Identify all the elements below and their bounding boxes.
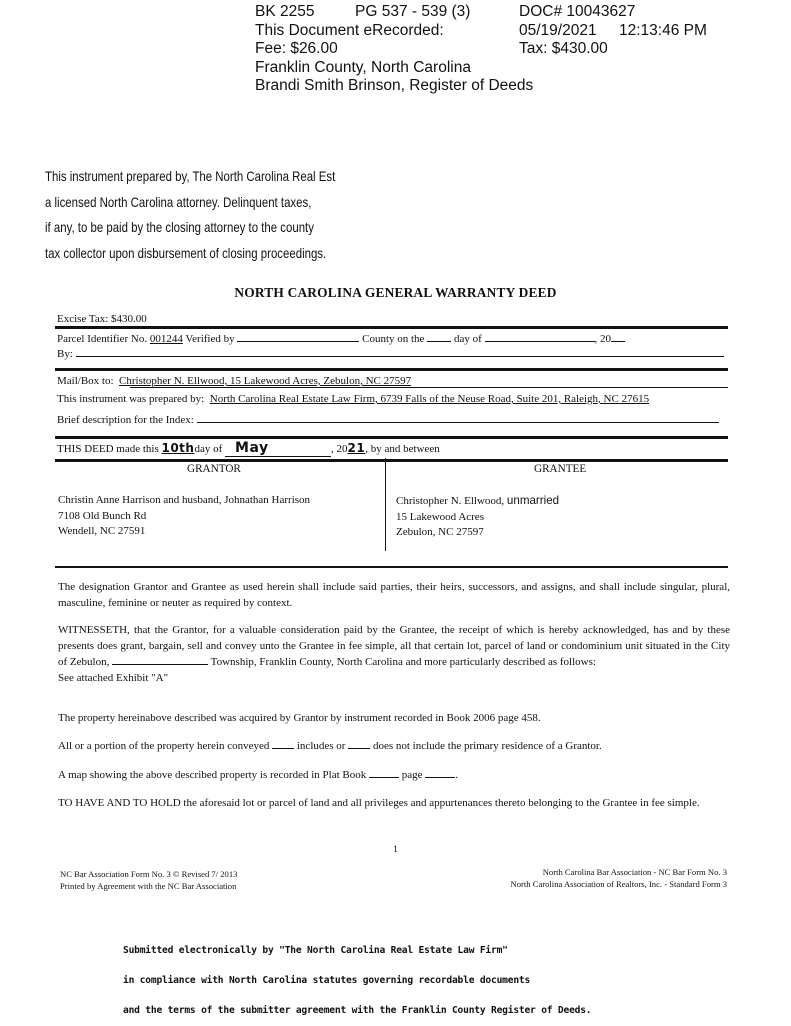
recorded-time: 12:13:46 PM	[619, 21, 707, 39]
grantee-city: Zebulon, NC 27597	[396, 526, 484, 538]
grantor-name: Christin Anne Harrison and husband, Johnathan Harrison	[58, 494, 311, 506]
erecorded-label: This Document eRecorded:	[255, 21, 444, 39]
parcel-line	[57, 331, 625, 345]
deed-day-of: day of	[194, 443, 223, 455]
parcel-label: Parcel Identifier No.	[57, 333, 148, 345]
brief-description-blank[interactable]	[197, 412, 719, 423]
register-of-deeds: Brandi Smith Brinson, Register of Deeds	[255, 77, 534, 94]
map-text-3: .	[455, 769, 459, 781]
footer-right	[511, 866, 727, 890]
plat-page-blank[interactable]	[425, 767, 455, 778]
mail-to-line	[57, 375, 411, 387]
submission-note	[123, 926, 591, 1026]
habendum-paragraph	[58, 795, 730, 811]
divider	[55, 368, 728, 371]
map-text-2: page	[401, 769, 423, 781]
preparer-note-line: This instrument prepared by, The North Carolina Real Est	[45, 169, 336, 184]
verified-by-blank[interactable]	[237, 331, 359, 342]
plat-book-blank[interactable]	[369, 767, 399, 778]
residence-paragraph	[58, 738, 730, 754]
year-prefix: , 20	[594, 333, 611, 345]
township-blank[interactable]	[112, 654, 208, 665]
footer-form-revision: NC Bar Association Form No. 3 © Revised 7/ 2013	[60, 869, 238, 879]
preparer-note-line: a licensed North Carolina attorney. Delinquent taxes,	[45, 194, 312, 210]
preparer-note-line: tax collector upon disbursement of closing proceedings.	[45, 245, 327, 261]
prepared-by-line	[57, 393, 649, 405]
submission-line: and the terms of the submitter agreement with the Franklin County Register of Deeds.	[123, 1005, 592, 1016]
grantee-address: 15 Lakewood Acres	[396, 510, 484, 523]
submission-line: in compliance with North Carolina statutes governing recordable documents	[123, 975, 531, 986]
book-number: BK 2255	[255, 3, 315, 20]
map-text-1: A map showing the above described property is recorded in Plat Book	[58, 769, 367, 781]
parcel-number: 001244	[149, 333, 183, 345]
mail-to-label: Mail/Box to:	[57, 375, 114, 387]
verified-by-label: Verified by	[185, 333, 235, 345]
habendum-text: TO HAVE AND TO HOLD the aforesaid lot or parcel of land and all privileges and appurtenances thereto belonging to the Grantee in fee simple.	[58, 797, 700, 809]
day-blank[interactable]	[427, 331, 451, 342]
preparer-note-line: if any, to be paid by the closing attorney to the county	[45, 220, 314, 235]
deed-month-field	[225, 440, 331, 457]
recorded-date: 05/19/2021	[519, 21, 597, 39]
deed-month: May	[235, 440, 269, 456]
submission-line: Submitted electronically by "The North Carolina Real Estate Law Firm"	[123, 945, 508, 956]
brief-description-line	[57, 412, 719, 426]
document-title: NORTH CAROLINA GENERAL WARRANTY DEED	[234, 285, 557, 300]
recording-tax: Tax: $430.00	[519, 40, 608, 57]
county-on-the-label: County on the	[362, 333, 425, 345]
footer-printed-by: Printed by Agreement with the NC Bar Association	[60, 881, 237, 891]
by-line	[57, 346, 724, 360]
residence-text-3: does not include the primary residence of a Grantor.	[372, 740, 602, 752]
grantor-address: 7108 Old Bunch Rd	[58, 509, 147, 522]
party-divider	[385, 458, 386, 551]
footer-realtors-form: North Carolina Association of Realtors, Inc. - Standard Form 3	[510, 879, 727, 889]
recording-stamp	[255, 3, 707, 96]
doc-number: DOC# 10043627	[519, 3, 636, 20]
grantee-heading: GRANTEE	[534, 463, 587, 475]
page-range: PG 537 - 539 (3)	[355, 3, 471, 20]
designation-text: The designation Grantor and Grantee as used herein shall include said parties, their heirs, successors, and assigns, and shall include singular, plural, masculine, feminine or neuter as required by context.	[58, 581, 730, 609]
day-of-label: day of	[453, 333, 482, 345]
grantee-block	[396, 493, 559, 541]
grantor-block	[58, 493, 310, 540]
acquired-text: The property hereinabove described was acquired by Grantor by instrument recorded in Book 2006 page 458.	[58, 712, 541, 724]
divider	[55, 326, 728, 329]
year-blank[interactable]	[611, 331, 625, 342]
residence-text-1: All or a portion of the property herein conveyed	[58, 740, 270, 752]
mail-to-underline	[130, 387, 728, 388]
divider	[55, 566, 728, 568]
acquired-paragraph	[58, 710, 730, 726]
recording-fee: Fee: $26.00	[255, 40, 338, 57]
footer-left	[60, 868, 237, 892]
does-not-include-blank[interactable]	[348, 738, 370, 749]
designation-paragraph	[58, 579, 730, 611]
prepared-by-value: North Carolina Real Estate Law Firm, 6739 Falls of the Neuse Road, Suite 201, Raleigh, NC 27615	[209, 393, 650, 405]
grantor-heading: GRANTOR	[187, 463, 241, 475]
deed-made-prefix: THIS DEED made this	[57, 443, 159, 455]
deed-made-line	[57, 440, 440, 457]
month-blank[interactable]	[485, 331, 595, 342]
grantor-city: Wendell, NC 27591	[58, 525, 146, 537]
witnesseth-text-2: Township, Franklin County, North Carolina and more particularly described as follows:	[210, 656, 596, 668]
grantee-name: Christopher N. Ellwood,	[396, 495, 505, 507]
deed-made-suffix: , by and between	[365, 443, 440, 455]
excise-tax: Excise Tax: $430.00	[57, 313, 147, 325]
by-blank[interactable]	[76, 346, 724, 357]
prepared-by-label: This instrument was prepared by:	[57, 393, 205, 405]
deed-year-prefix: , 20	[331, 443, 348, 455]
deed-day: 10th	[161, 441, 195, 455]
divider	[55, 436, 728, 439]
witnesseth-text-1: WITNESSETH, that the Grantor, for a valuable consideration paid by the Grantee, the receipt of which is hereby acknowledged, has and by these presents does grant, bargain, sell and convey unto the Grantee in fee simple, all that certain lot, parcel of land or condominium unit situated in the City of Zebulon,	[58, 624, 730, 668]
exhibit-reference: See attached Exhibit "A"	[58, 672, 169, 684]
witnesseth-paragraph	[58, 622, 730, 686]
residence-text-2: includes or	[296, 740, 346, 752]
page-number: 1	[393, 845, 398, 855]
map-paragraph	[58, 767, 730, 783]
preparer-note	[45, 164, 335, 266]
by-label: By:	[57, 348, 73, 360]
mail-to-value: Christopher N. Ellwood, 15 Lakewood Acres, Zebulon, NC 27597	[119, 375, 412, 387]
deed-year: 21	[347, 441, 366, 455]
recording-county: Franklin County, North Carolina	[255, 58, 471, 76]
divider	[55, 459, 728, 462]
footer-bar-form: North Carolina Bar Association - NC Bar Form No. 3	[542, 867, 727, 877]
brief-description-label: Brief description for the Index:	[57, 414, 194, 426]
includes-blank[interactable]	[272, 738, 294, 749]
grantee-marital-status: unmarried	[506, 494, 560, 507]
